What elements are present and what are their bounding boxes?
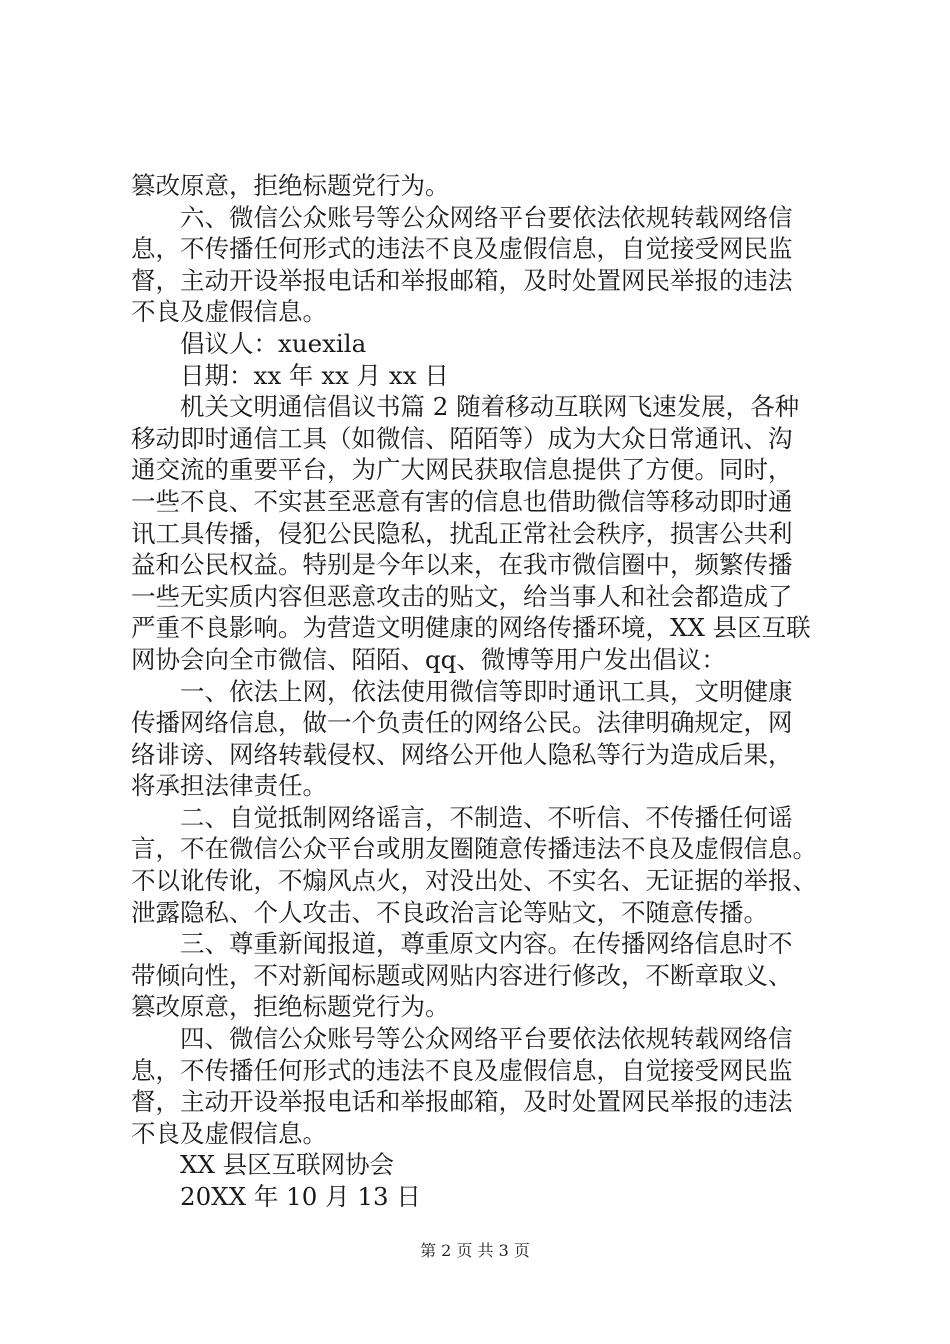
text-line: 移动即时通信工具（如微信、陌陌等）成为大众日常通讯、沟 xyxy=(131,423,793,453)
text-line: 一、依法上网，依法使用微信等即时通讯工具，文明健康 xyxy=(180,676,793,706)
text-line: 言，不在微信公众平台或朋友圈随意传播违法不良及虚假信息。 xyxy=(131,834,817,864)
text-line: 益和公民权益。特别是今年以来，在我市微信圈中，频繁传播 xyxy=(131,550,793,580)
text-line: 机关文明通信倡议书篇 2 随着移动互联网飞速发展，各种 xyxy=(180,392,800,422)
text-line: 严重不良影响。为营造文明健康的网络传播环境，XX 县区互联 xyxy=(131,613,811,643)
text-line: 网协会向全市微信、陌陌、qq、微博等用户发出倡议： xyxy=(131,644,726,674)
text-line: 将承担法律责任。 xyxy=(131,771,327,801)
text-line: 三、尊重新闻报道，尊重原文内容。在传播网络信息时不 xyxy=(180,929,793,959)
text-line: 六、微信公众账号等公众网络平台要依法依规转载网络信 xyxy=(180,202,793,232)
text-line: 息，不传播任何形式的违法不良及虚假信息，自觉接受网民监 xyxy=(131,234,793,264)
text-line: 20XX 年 10 月 13 日 xyxy=(180,1182,421,1211)
text-line: 督，主动开设举报电话和举报邮箱，及时处置网民举报的违法 xyxy=(131,265,793,295)
text-line: 倡议人：xuexila xyxy=(180,328,367,358)
text-line: 一些无实质内容但恶意攻击的贴文，给当事人和社会都造成了 xyxy=(131,581,793,611)
text-line: 络诽谤、网络转载侵权、网络公开他人隐私等行为造成后果， xyxy=(131,739,793,769)
text-line: 不良及虚假信息。 xyxy=(131,1118,327,1148)
text-line: 督，主动开设举报电话和举报邮箱，及时处置网民举报的违法 xyxy=(131,1087,793,1117)
text-line: 带倾向性，不对新闻标题或网贴内容进行修改，不断章取义、 xyxy=(131,960,793,990)
text-line: 息，不传播任何形式的违法不良及虚假信息，自觉接受网民监 xyxy=(131,1055,793,1085)
text-line: 篡改原意，拒绝标题党行为。 xyxy=(131,992,450,1022)
text-line: 日期：xx 年 xx 月 xx 日 xyxy=(180,360,449,390)
text-line: 传播网络信息，做一个负责任的网络公民。法律明确规定，网 xyxy=(131,708,793,738)
text-line: 讯工具传播，侵犯公民隐私，扰乱正常社会秩序，损害公共利 xyxy=(131,518,793,548)
text-line: XX 县区互联网协会 xyxy=(180,1150,395,1180)
text-line: 不良及虚假信息。 xyxy=(131,297,327,327)
text-line: 篡改原意，拒绝标题党行为。 xyxy=(131,171,450,200)
text-line: 二、自觉抵制网络谣言，不制造、不听信、不传播任何谣 xyxy=(180,802,793,832)
text-line: 不以讹传讹，不煽风点火，对没出处、不实名、无证据的举报、 xyxy=(131,866,817,896)
text-line: 四、微信公众账号等公众网络平台要依法依规转载网络信 xyxy=(180,1024,793,1054)
text-line: 泄露隐私、个人攻击、不良政治言论等贴文，不随意传播。 xyxy=(131,897,768,927)
text-line: 一些不良、不实甚至恶意有害的信息也借助微信等移动即时通 xyxy=(131,486,793,516)
document-body xyxy=(131,170,831,1213)
page-footer: 第 2 页 共 3 页 xyxy=(420,1241,530,1260)
text-line: 通交流的重要平台，为广大网民获取信息提供了方便。同时， xyxy=(131,455,793,485)
